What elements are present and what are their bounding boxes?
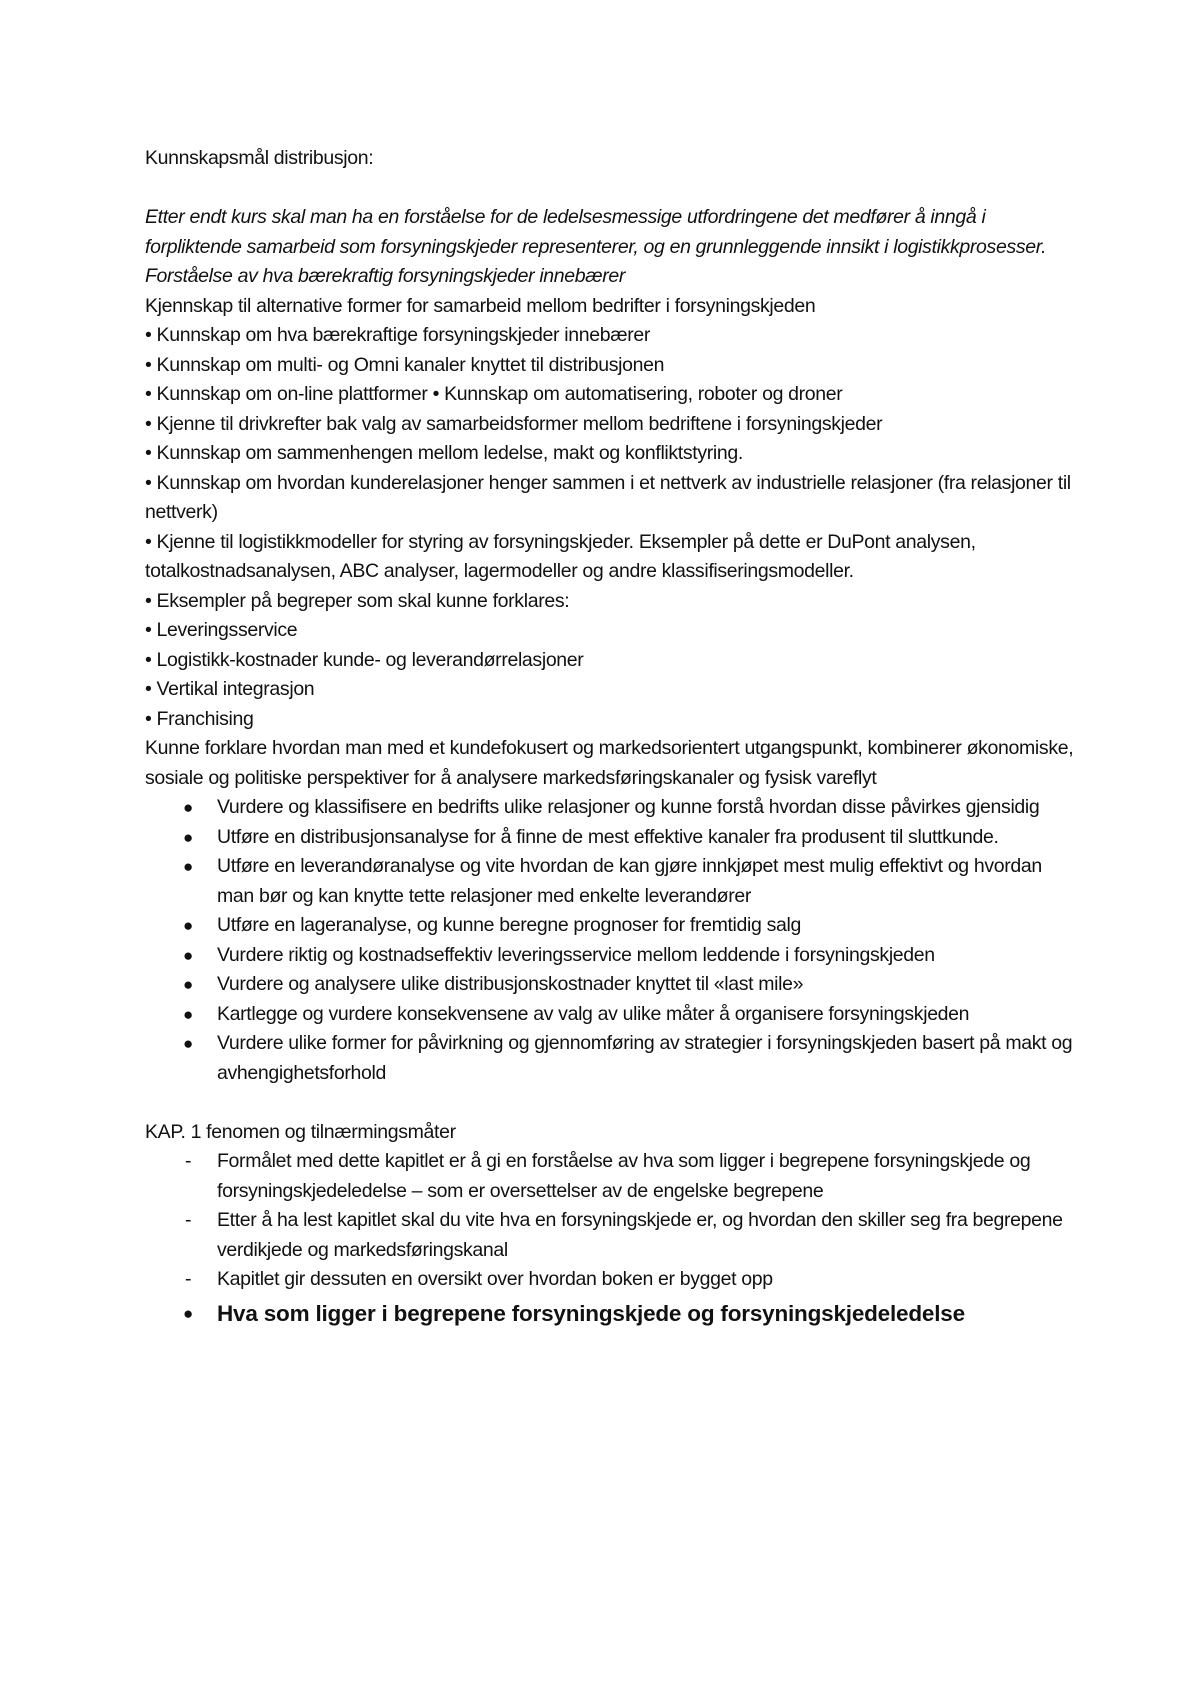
section1-item: • Vertikal integrasjon [145, 678, 315, 700]
blank-line [145, 174, 1075, 204]
list-item-text: Formålet med dette kapitlet er å gi en forståelse av hva som ligger i begrepene forsyningskjede og forsyningskjedeledelse – som er oversettelser av de engelske begrepene [217, 1150, 1031, 1202]
list-item-text: Vurdere riktig og kostnadseffektiv leveringsservice mellom leddende i forsyningskjeden [217, 943, 935, 966]
chapter-title: KAP. 1 fenomen og tilnærmingsmåter [145, 1120, 456, 1143]
section1-item: • Kjenne til logistikkmodeller for styring av forsyningskjeder. Eksempler på dette er DuPont analysen, totalkostnadsanalysen, ABC analyser, lagermodeller og andre klassifiseringsmodeller. [145, 530, 976, 582]
final-heading-text: Hva som ligger i begrepene forsyningskjede og forsyningskjedeledelse [217, 1300, 965, 1326]
bullet-icon: ● [183, 1303, 194, 1323]
list-item-text: Vurdere og analysere ulike distribusjonskostnader knyttet til «last mile» [217, 973, 804, 995]
list-item-text: Vurdere ulike former for påvirkning og gjennomføring av strategier i forsyningskjeden basert på makt og avhengighetsforhold [217, 1032, 1073, 1084]
list-item [145, 1147, 1075, 1206]
bullet-icon: ● [183, 945, 193, 965]
list-item-text: Etter å ha lest kapitlet skal du vite hva en forsyningskjede er, og hvordan den skiller seg fra begrepene verdikjede og markedsføringskanal [217, 1209, 1063, 1261]
section1-list [145, 321, 1075, 734]
list-item [145, 823, 1075, 853]
list-item-text: Kapitlet gir dessuten en oversikt over hvordan boken er bygget opp [217, 1268, 773, 1290]
final-heading [145, 1297, 1075, 1331]
list-item-text: Utføre en lageranalyse, og kunne beregne prognoser for fremtidig salg [217, 914, 801, 936]
dash-icon: - [185, 1268, 192, 1290]
dash-icon: - [185, 1150, 192, 1172]
chapter-list [145, 1147, 1075, 1295]
bullet-icon: ● [183, 798, 193, 817]
bullet-icon: ● [183, 975, 193, 994]
list-item [145, 970, 1075, 1000]
section1-item: • Eksempler på begreper som skal kunne forklares: [145, 589, 570, 612]
list-item-text: Utføre en distribusjonsanalyse for å finne de mest effektive kanaler fra produsent til sluttkunde. [217, 825, 999, 848]
bullet-icon: ● [183, 916, 193, 935]
section2-list [145, 793, 1075, 1088]
dash-icon: - [185, 1209, 192, 1231]
list-item-text: Utføre en leverandøranalyse og vite hvordan de kan gjøre innkjøpet mest mulig effektivt og hvordan man bør og kan knytte tette relasjoner med enkelte leverandører [217, 855, 1042, 907]
list-item-text: Vurdere og klassifisere en bedrifts ulike relasjoner og kunne forstå hvordan disse påvirkes gjensidig [217, 796, 1040, 818]
section1-item: • Franchising [145, 707, 254, 730]
list-item [145, 1265, 1075, 1295]
list-item [145, 1000, 1075, 1030]
section1-item: • Kunnskap om on-line plattformer • Kunnskap om automatisering, roboter og droner [145, 383, 843, 405]
list-item [145, 911, 1075, 941]
section1-item: • Kunnskap om multi- og Omni kanaler knyttet til distribusjonen [145, 353, 665, 376]
section1-item: • Kunnskap om hva bærekraftige forsyningskjeder innebærer [145, 324, 650, 346]
bullet-icon: ● [183, 1034, 193, 1053]
section1-item: • Leveringsservice [145, 619, 298, 641]
section2-lead: Kunne forklare hvordan man med et kundefokusert og markedsorientert utgangspunkt, kombinerer økonomiske, sosiale og politiske perspektiver for å analysere markedsføringskanaler og fysisk vareflyt [145, 737, 1074, 789]
blank-line [145, 1088, 1075, 1118]
section1-lead: Kjennskap til alternative former for samarbeid mellom bedrifter i forsyningskjeden [145, 294, 816, 317]
list-item [145, 852, 1075, 911]
list-item-text: Kartlegge og vurdere konsekvensene av valg av ulike måter å organisere forsyningskjeden [217, 1002, 970, 1025]
section1-item: • Kjenne til drivkrefter bak valg av samarbeidsformer mellom bedriftene i forsyningskjeder [145, 412, 883, 435]
list-item [145, 793, 1075, 823]
intro-paragraph: Etter endt kurs skal man ha en forståelse for de ledelsesmessige utfordringene det medfører å inngå i forpliktende samarbeid som forsyningskjeder representerer, og en grunnleggende innsikt i logistikkprosesser. Forståelse av hva bærekraftig forsyningskjeder innebærer [145, 206, 1047, 287]
section1-item: • Kunnskap om hvordan kunderelasjoner henger sammen i et nettverk av industrielle relasjoner (fra relasjoner til nettverk) [145, 471, 1071, 523]
list-item [145, 1206, 1075, 1265]
page-content [145, 144, 1075, 1331]
section1-item: • Logistikk-kostnader kunde- og leverandørrelasjoner [145, 648, 584, 671]
section1-item: • Kunnskap om sammenhengen mellom ledelse, makt og konfliktstyring. [145, 442, 743, 464]
bullet-icon: ● [183, 827, 193, 847]
bullet-icon: ● [183, 1004, 193, 1024]
list-item [145, 1029, 1075, 1088]
page-title: Kunnskapsmål distribusjon: [145, 147, 374, 169]
list-item [145, 941, 1075, 971]
bullet-icon: ● [183, 857, 193, 876]
